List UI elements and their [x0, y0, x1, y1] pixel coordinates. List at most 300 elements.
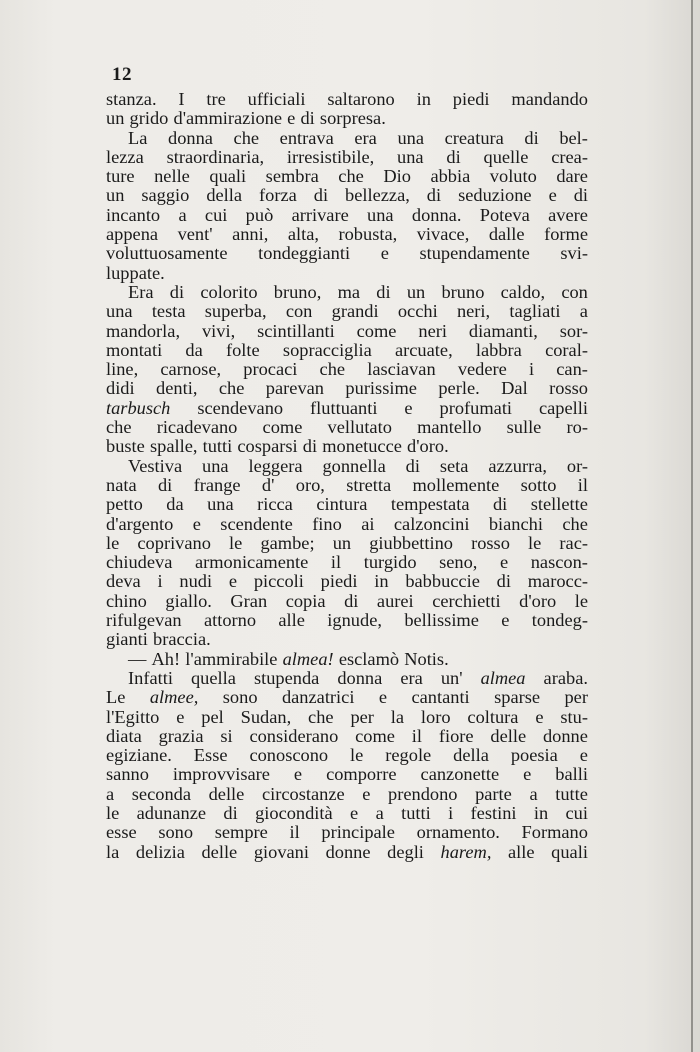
word: di — [169, 281, 185, 302]
word: di — [573, 185, 588, 206]
word: sulle — [506, 417, 542, 438]
word: come — [356, 320, 397, 341]
word: di — [300, 108, 315, 129]
word: cosparsi — [237, 436, 298, 457]
word: il — [577, 474, 588, 495]
text-line — [106, 379, 588, 398]
word: oro, — [295, 474, 325, 495]
text-line — [106, 225, 588, 244]
word: mandorla, — [106, 320, 181, 341]
word: azzurra, — [488, 455, 548, 476]
word: le — [106, 532, 120, 553]
word: armonicamente — [194, 552, 309, 573]
word: creatura — [444, 127, 504, 148]
text-line — [106, 746, 588, 765]
word: di — [446, 146, 461, 167]
word: seconda — [131, 783, 191, 804]
word: prendono — [388, 783, 458, 804]
word: superba, — [204, 301, 267, 322]
word: profumati — [439, 397, 513, 418]
word: grandi — [331, 301, 379, 322]
word: a — [178, 204, 187, 225]
word: nudi — [179, 571, 213, 592]
word: circostanze — [261, 783, 345, 804]
text-line — [106, 688, 588, 707]
word: bellezza, — [345, 185, 410, 206]
word: quella — [190, 667, 236, 688]
word: straordinaria, — [166, 146, 265, 167]
word: con — [285, 301, 313, 322]
word: — — [128, 648, 147, 669]
text-line — [106, 669, 588, 688]
word: nata — [106, 474, 137, 495]
word: rac- — [559, 532, 588, 553]
word: capelli — [538, 397, 588, 418]
word: Formano — [521, 822, 588, 843]
word: cintura — [316, 494, 368, 515]
text-line — [106, 244, 588, 263]
word: e — [378, 687, 388, 708]
word: comporre — [326, 764, 397, 785]
word: Poteva — [479, 204, 530, 225]
word: che — [319, 359, 346, 380]
word: giovani — [253, 841, 309, 862]
word: considerano — [249, 725, 339, 746]
word: deva — [106, 571, 141, 592]
word: Sudan, — [240, 706, 292, 727]
word: l'ammirabile — [185, 648, 278, 669]
word: stu- — [560, 706, 588, 727]
word: didi — [106, 378, 135, 399]
word: attorno — [203, 610, 257, 631]
word: si — [220, 725, 233, 746]
word: alle — [508, 841, 535, 862]
word: principale — [321, 822, 395, 843]
text-line — [106, 611, 588, 630]
word: festini — [470, 802, 517, 823]
word: un — [332, 532, 352, 553]
word: a — [106, 783, 115, 804]
word: d' — [261, 474, 275, 495]
word: in — [416, 89, 431, 109]
word: stanza. — [106, 89, 157, 109]
word: caldo, — [500, 281, 546, 302]
word: coral- — [545, 339, 588, 360]
word: bruno, — [273, 281, 322, 302]
word: degli — [387, 841, 424, 862]
word: per — [350, 706, 374, 727]
word: e — [380, 243, 389, 264]
word: sembra — [265, 166, 319, 187]
word: come — [262, 417, 303, 438]
word: di — [524, 127, 539, 148]
word: testa — [151, 301, 186, 322]
word: di — [157, 474, 173, 495]
word: e — [499, 552, 509, 573]
text-line — [106, 109, 588, 128]
text-line — [106, 592, 588, 611]
word: Era — [128, 281, 154, 302]
word: donne — [542, 725, 588, 746]
word: voluto — [489, 166, 537, 187]
word: d'argento — [106, 513, 174, 534]
word: una — [106, 301, 133, 322]
word: La — [128, 127, 148, 148]
word: che — [562, 513, 588, 534]
text-line — [106, 322, 588, 341]
word: poesia — [510, 745, 558, 766]
word: della — [453, 745, 489, 766]
word: I — [178, 89, 185, 109]
word: donna — [168, 127, 213, 148]
word: quali — [209, 166, 247, 187]
word: ornamento. — [416, 822, 500, 843]
word: arcuate, — [394, 339, 453, 360]
word: un' — [440, 667, 463, 688]
word: era — [400, 667, 423, 688]
word: alta, — [287, 224, 319, 245]
word: avere — [548, 204, 588, 225]
word: di — [376, 281, 391, 302]
word: stellette — [530, 494, 588, 515]
word: la — [106, 841, 120, 862]
word: entrava — [279, 127, 334, 148]
word: sopracciglia — [282, 339, 372, 360]
word: rosso — [549, 378, 588, 399]
word: donna — [337, 667, 383, 688]
word: cantanti — [411, 687, 470, 708]
word: Gran — [230, 590, 268, 611]
text-line — [106, 630, 588, 649]
word: tutti — [401, 802, 431, 823]
word: luppate. — [106, 262, 165, 283]
word: labbra — [475, 339, 522, 360]
word: giubbettino — [369, 532, 453, 553]
word: e — [293, 764, 303, 785]
word: denti, — [156, 378, 198, 399]
word: saggio — [141, 185, 190, 206]
word: improvvisare — [172, 764, 270, 785]
word: sparse — [494, 687, 541, 708]
word: neri — [418, 320, 447, 341]
word: spalle, — [149, 436, 198, 457]
word: d'oro. — [407, 436, 449, 457]
word: colorito — [200, 281, 258, 302]
word: forme — [544, 224, 588, 245]
word: ro- — [566, 417, 588, 438]
word: tutte — [555, 783, 588, 804]
word: nelle — [154, 166, 190, 187]
word: e — [287, 108, 296, 129]
word: una — [202, 455, 229, 476]
word: d'oro — [519, 590, 557, 611]
word: di — [426, 185, 442, 206]
word: coltura — [467, 706, 519, 727]
word: chino — [106, 590, 147, 611]
word: che — [233, 127, 260, 148]
word: nascon- — [530, 552, 588, 573]
word: e — [523, 764, 532, 785]
word: anni, — [232, 224, 269, 245]
word: tre — [206, 89, 226, 109]
text-line — [106, 553, 588, 572]
word: d'ammirazione — [173, 108, 283, 129]
word: dalle — [488, 224, 525, 245]
text-line — [106, 399, 588, 418]
word: marocc- — [527, 571, 588, 592]
word: esse — [106, 822, 137, 843]
text-line — [106, 785, 588, 804]
word: quelle — [483, 146, 529, 167]
word: tutti — [202, 436, 233, 457]
word: come — [355, 725, 395, 746]
word: almea! — [282, 648, 334, 669]
text-line — [106, 341, 588, 360]
word: seduzione — [458, 185, 532, 206]
word: tondeggianti — [258, 243, 351, 264]
text-line — [106, 360, 588, 379]
word: parevan — [265, 378, 324, 399]
word: può — [245, 204, 274, 225]
word: le — [106, 802, 120, 823]
word: ma — [337, 281, 361, 302]
word: adunanze — [136, 802, 207, 823]
word: delle — [208, 783, 245, 804]
word: perle. — [438, 378, 480, 399]
word: sono — [222, 687, 258, 708]
text-line — [106, 765, 588, 784]
word: lezza — [106, 146, 144, 167]
word: a — [375, 802, 384, 823]
word: seta — [439, 455, 469, 476]
word: stupendamente — [419, 243, 530, 264]
word: cerchietti — [432, 590, 501, 611]
word: per — [564, 687, 588, 708]
word: canzonette — [420, 764, 500, 785]
word: appena — [106, 224, 159, 245]
word: e — [350, 802, 359, 823]
text-line — [106, 418, 588, 437]
word: i — [528, 359, 535, 380]
word: harem, — [440, 841, 492, 862]
word: sono — [158, 822, 194, 843]
word: e — [501, 610, 510, 631]
word: giallo. — [165, 590, 212, 611]
word: di — [344, 590, 359, 611]
word: chiudeva — [106, 552, 173, 573]
word: ignude, — [327, 610, 382, 631]
word: tarbusch — [106, 397, 171, 418]
word: Dal — [501, 378, 528, 399]
word: Ah! — [151, 648, 181, 669]
word: fluttuanti — [310, 397, 378, 418]
text-line — [106, 727, 588, 746]
word: cui — [204, 204, 228, 225]
body-text — [106, 90, 588, 862]
word: donna. — [411, 204, 462, 225]
word: Notis. — [404, 648, 449, 669]
text-line — [106, 264, 588, 283]
word: e — [548, 185, 557, 206]
text-line — [106, 206, 588, 225]
word: monetucce — [322, 436, 402, 457]
word: da — [166, 494, 184, 515]
word: bianchi — [488, 513, 543, 534]
word: e — [176, 706, 185, 727]
word: bel- — [559, 127, 588, 148]
word: bruno — [441, 281, 485, 302]
word: tagliati — [509, 301, 561, 322]
word: ai — [361, 513, 375, 534]
word: un — [106, 108, 125, 129]
word: mandando — [511, 89, 588, 109]
text-line — [106, 804, 588, 823]
word: e — [404, 397, 413, 418]
word: a — [529, 783, 538, 804]
word: grido — [129, 108, 169, 129]
word: forza — [259, 185, 297, 206]
word: diata — [106, 725, 142, 746]
word: egiziane. — [106, 745, 172, 766]
word: vivi, — [201, 320, 236, 341]
text-line — [106, 437, 588, 456]
word: Dio — [383, 166, 411, 187]
word: pel — [201, 706, 224, 727]
word: coprivano — [137, 532, 211, 553]
word: vent' — [177, 224, 213, 245]
text-line — [106, 186, 588, 205]
word: piedi — [452, 89, 490, 109]
page-edge-line — [691, 0, 693, 1052]
word: petto — [106, 494, 143, 515]
word: le — [574, 590, 588, 611]
word: aurei — [376, 590, 414, 611]
word: di — [405, 455, 420, 476]
word: ricca — [257, 494, 293, 515]
text-line — [106, 90, 588, 109]
word: babbuccie — [405, 571, 480, 592]
word: mollemente — [412, 474, 500, 495]
word: lasciavan — [367, 359, 436, 380]
word: seno, — [439, 552, 478, 573]
text-line — [106, 283, 588, 302]
word: occhi — [397, 301, 438, 322]
text-line — [106, 457, 588, 476]
word: le — [528, 532, 542, 553]
word: line, — [106, 359, 139, 380]
word: danzatrici — [281, 687, 355, 708]
word: sor- — [559, 320, 588, 341]
text-line — [106, 476, 588, 495]
word: abbia — [430, 166, 471, 187]
word: di — [313, 185, 329, 206]
word: tondeg- — [531, 610, 588, 631]
word: incanto — [106, 204, 161, 225]
word: turgido — [363, 552, 417, 573]
word: voluttuosamente — [106, 243, 228, 264]
word: irresistibile, — [286, 146, 375, 167]
word: dare — [556, 166, 588, 187]
word: can- — [556, 359, 588, 380]
word: piedi — [320, 571, 358, 592]
word: gianti — [106, 629, 148, 650]
word: fino — [312, 513, 342, 534]
word: sorpresa. — [319, 108, 386, 129]
text-line — [106, 302, 588, 321]
word: conoscono — [249, 745, 329, 766]
word: scendevano — [197, 397, 284, 418]
word: robusta, — [338, 224, 398, 245]
word: che — [106, 417, 132, 438]
word: una — [397, 127, 424, 148]
word: gonnella — [322, 455, 386, 476]
word: di — [496, 571, 511, 592]
word: e — [192, 513, 201, 534]
word: Infatti — [128, 667, 173, 688]
page-number: 12 — [112, 64, 132, 85]
word: frange — [193, 474, 241, 495]
word: ricadevano — [156, 417, 238, 438]
word: il — [411, 725, 423, 746]
word: montati — [106, 339, 163, 360]
word: i — [448, 802, 454, 823]
word: carnose, — [160, 359, 222, 380]
word: di — [302, 436, 318, 457]
word: un — [106, 185, 125, 206]
word: di — [223, 802, 238, 823]
word: donne — [325, 841, 371, 862]
word: scintillanti — [257, 320, 335, 341]
word: braccia. — [153, 629, 211, 650]
word: una — [397, 146, 424, 167]
word: Le — [106, 687, 126, 708]
word: vedere — [457, 359, 507, 380]
word: a — [579, 301, 588, 322]
word: delle — [201, 841, 238, 862]
word: e — [535, 706, 544, 727]
word: che — [218, 378, 245, 399]
word: giocondità — [255, 802, 333, 823]
word: ture — [106, 166, 135, 187]
word: purissime — [345, 378, 417, 399]
word: alle — [278, 610, 305, 631]
text-line — [106, 148, 588, 167]
word: e — [362, 783, 371, 804]
word: una — [207, 494, 234, 515]
word: balli — [555, 764, 588, 785]
word: ufficiali — [247, 89, 306, 109]
word: una — [367, 204, 394, 225]
word: procaci — [243, 359, 298, 380]
word: Esse — [193, 745, 228, 766]
word: che — [338, 166, 364, 187]
word: mantello — [417, 417, 482, 438]
word: rosso — [471, 532, 510, 553]
word: della — [206, 185, 243, 206]
word: le — [229, 532, 243, 553]
word: e — [579, 745, 588, 766]
word: sanno — [106, 764, 149, 785]
text-line — [106, 708, 588, 727]
word: calzoncini — [393, 513, 470, 534]
word: la — [390, 706, 405, 727]
word: grazia — [158, 725, 204, 746]
word: buste — [106, 436, 145, 457]
word: esclamò — [338, 648, 400, 669]
word: svi- — [560, 243, 588, 264]
text-line — [106, 495, 588, 514]
word: or- — [566, 455, 588, 476]
